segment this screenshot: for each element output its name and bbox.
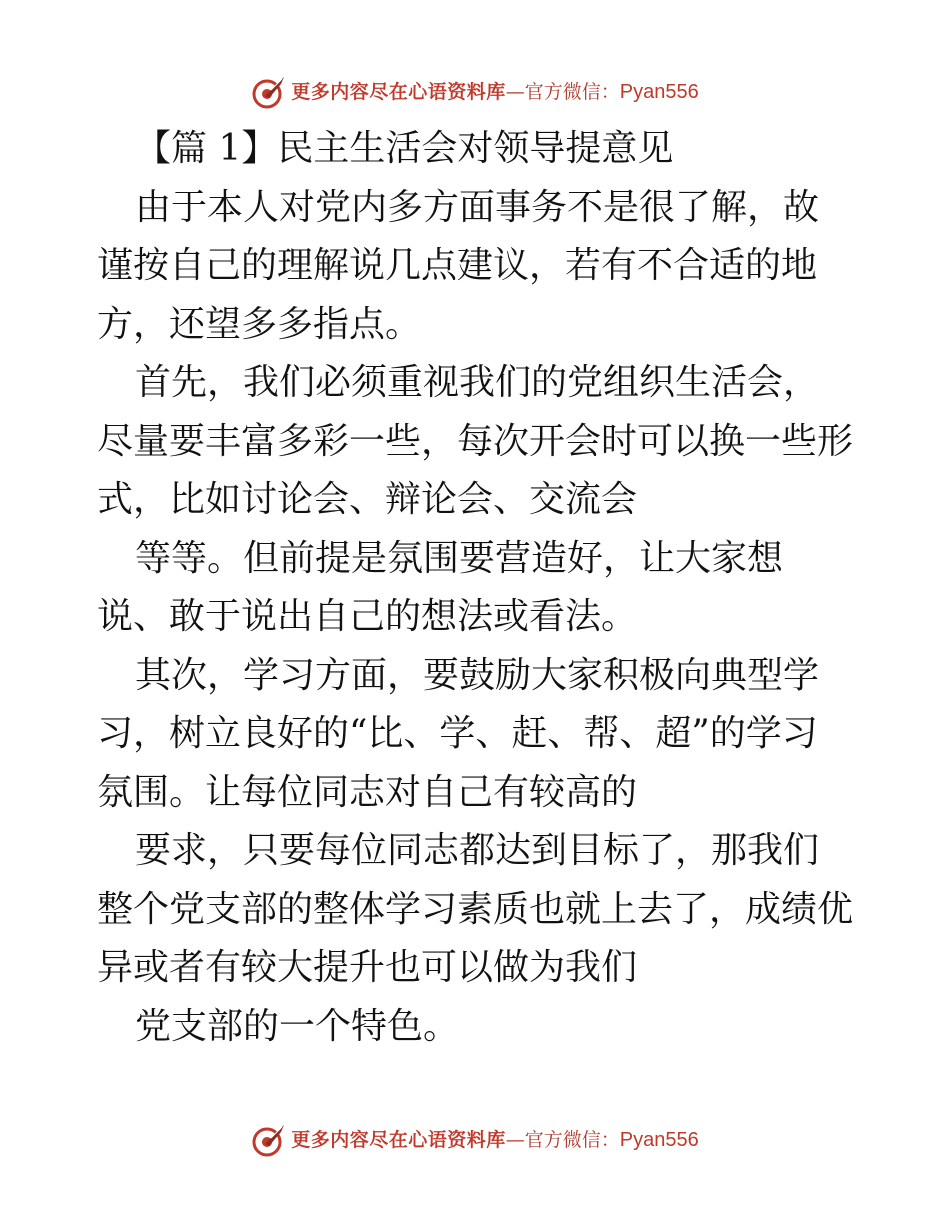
paragraph-5: 要求，只要每位同志都达到目标了，那我们整个党支部的整体学习素质也就上去了，成绩优异或者有较大提升也可以做为我们 [97, 830, 854, 988]
quill-pen-logo-icon [251, 1122, 287, 1158]
wechat-label: 官方微信： [524, 1128, 620, 1151]
paragraph-4: 其次，学习方面，要鼓励大家积极向典型学习，树立良好的“比、学、赶、帮、超”的学习氛围。让每位同志对自己有较高的 [97, 654, 820, 813]
wechat-id: Pyan556 [619, 81, 699, 103]
header-banner [0, 72, 950, 112]
wechat-label: 官方微信： [524, 80, 620, 103]
paragraph-1: 由于本人对党内多方面事务不是很了解，故谨按自己的理解说几点建议，若有不合适的地方，还望多多指点。 [97, 186, 820, 345]
document-title: 【篇 1】民主生活会对领导提意见 [135, 128, 674, 169]
wechat-id: Pyan556 [619, 1129, 699, 1151]
paragraph-2: 首先，我们必须重视我们的党组织生活会，尽量要丰富多彩一些，每次开会时可以换一些形式，比如讨论会、辩论会、交流会 [97, 362, 854, 520]
paragraph-3: 等等。但前提是氛围要营造好，让大家想说、敢于说出自己的想法或看法。 [97, 537, 784, 637]
banner-separator: — [505, 80, 525, 103]
paragraph-6: 党支部的一个特色。 [135, 1005, 460, 1047]
promo-text: 更多内容尽在心语资料库 [291, 80, 506, 103]
banner-separator: — [505, 1128, 525, 1151]
promo-text: 更多内容尽在心语资料库 [291, 1128, 506, 1151]
document-body [97, 120, 853, 1056]
footer-banner [0, 1120, 950, 1160]
quill-pen-logo-icon [251, 74, 287, 110]
